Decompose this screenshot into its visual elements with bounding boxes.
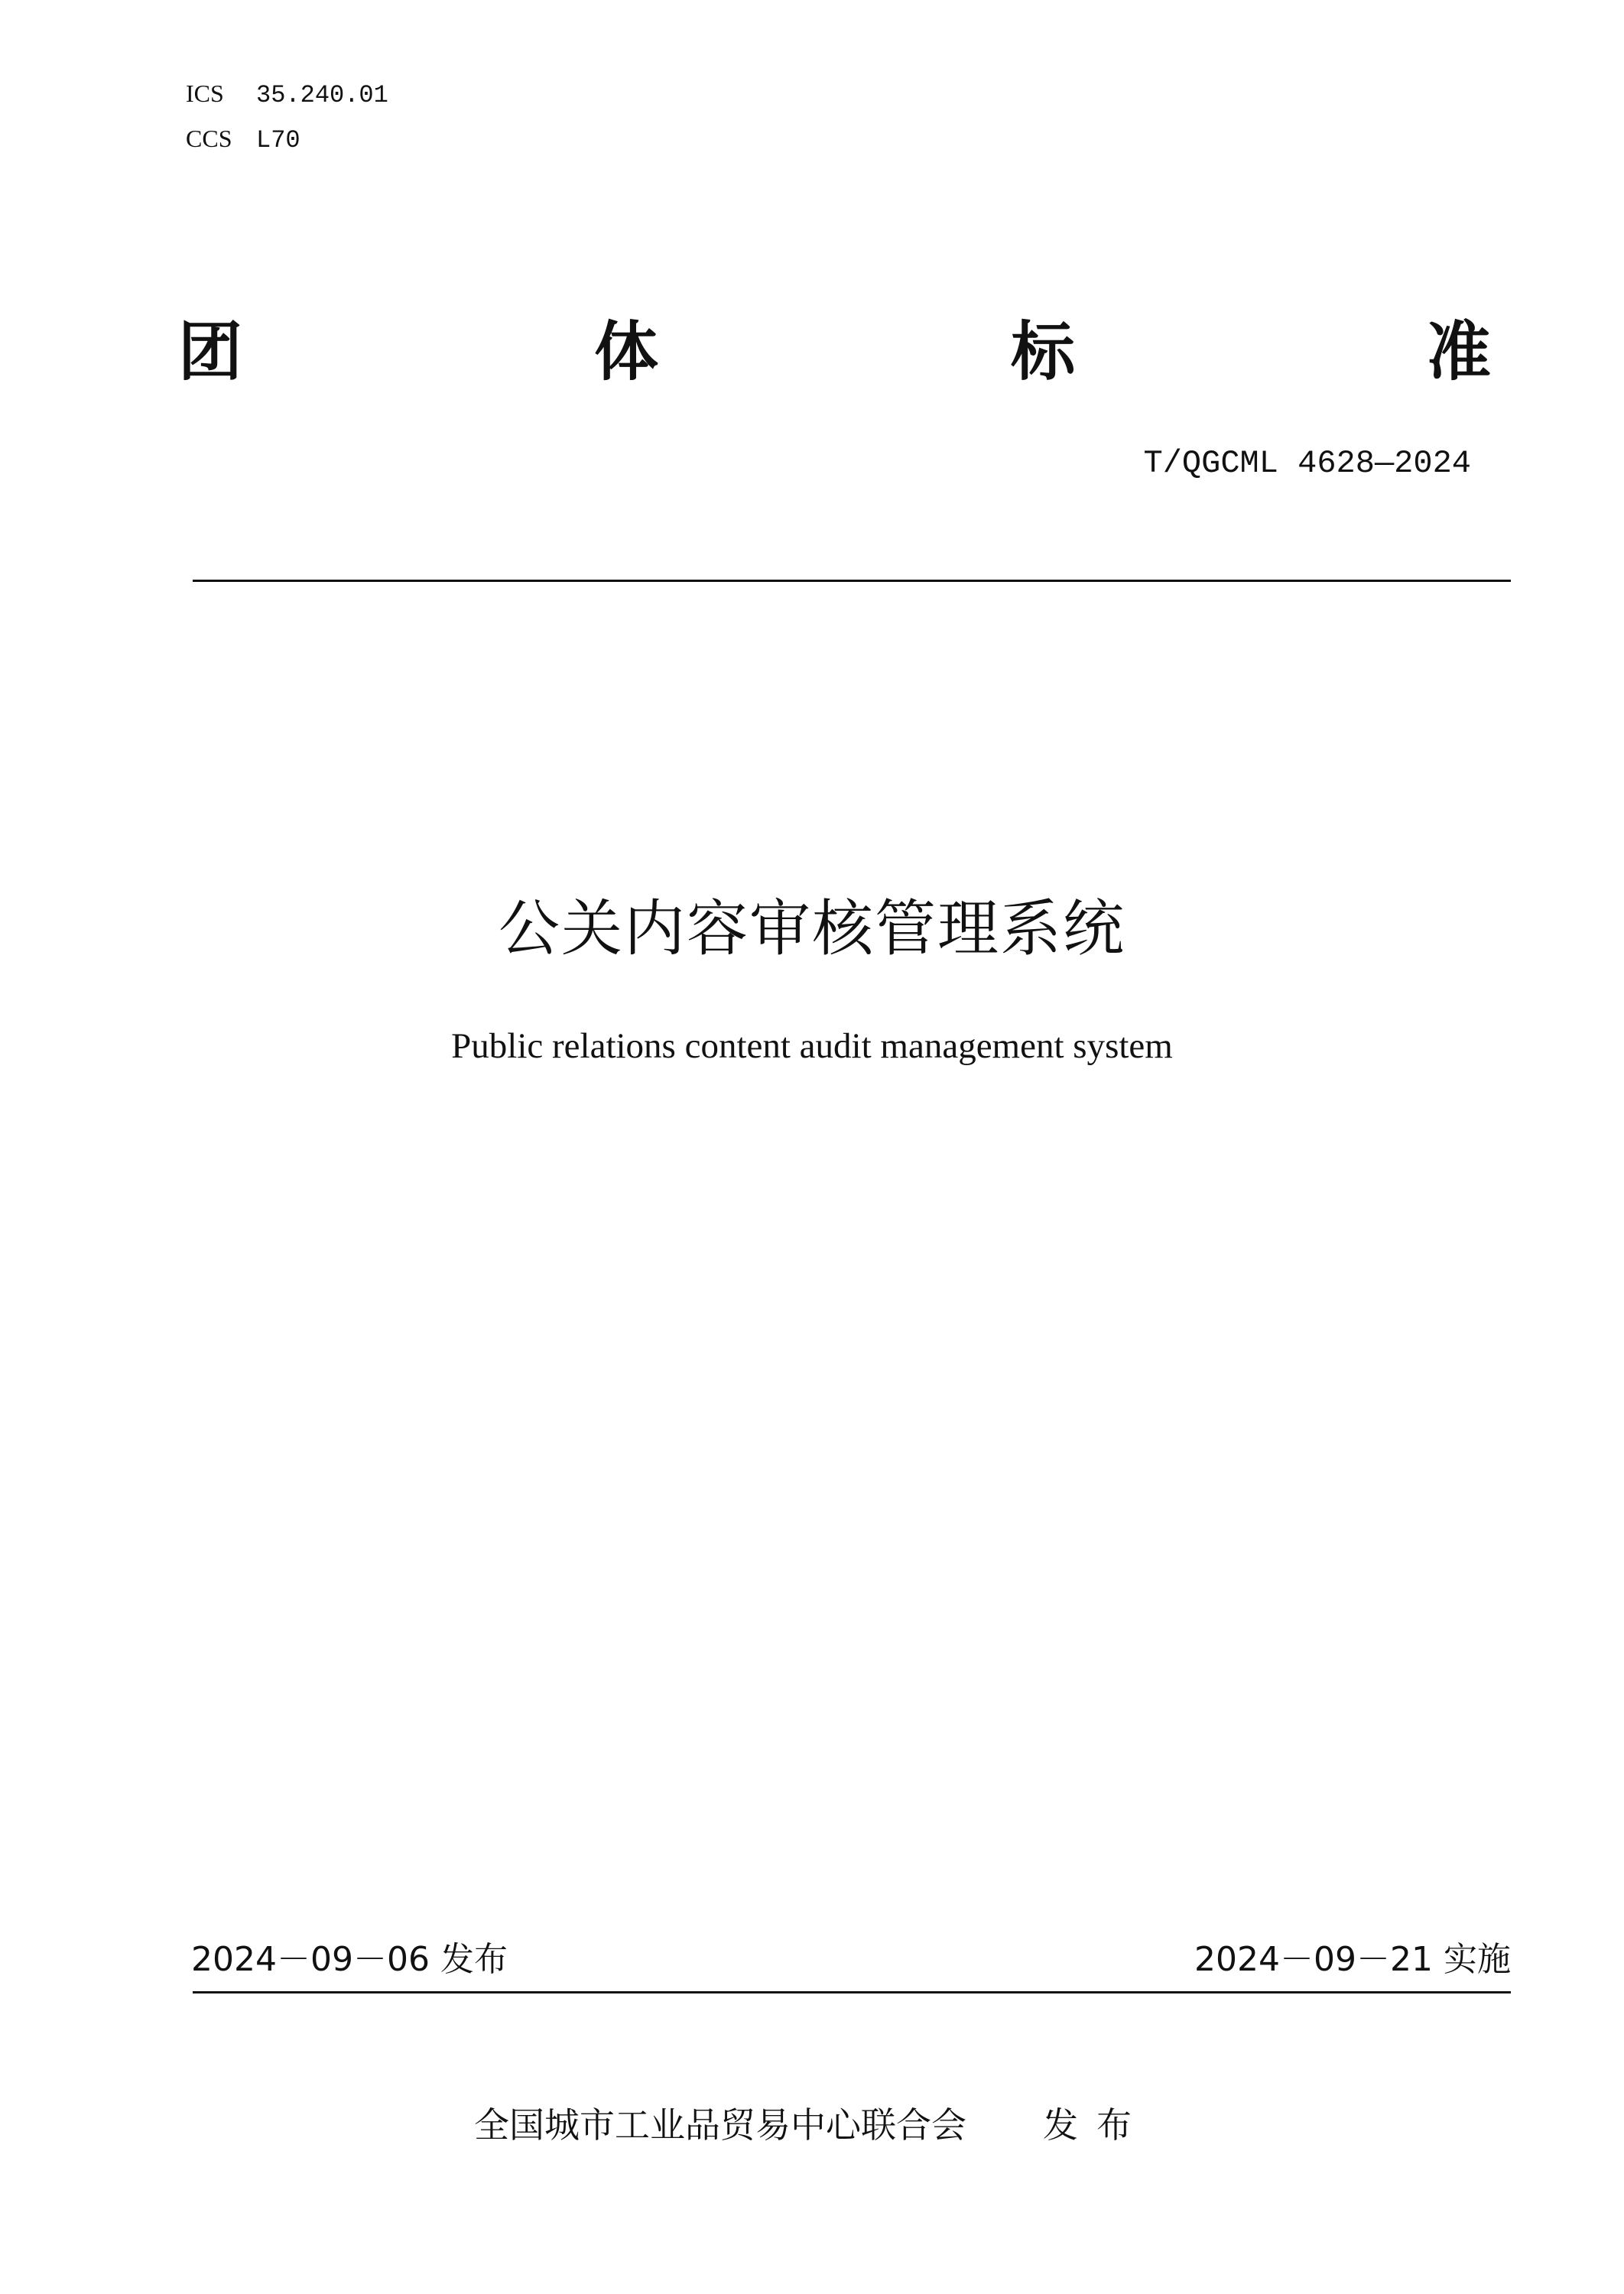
- ics-value: 35.240.01: [256, 81, 388, 109]
- top-divider: [193, 580, 1511, 582]
- publisher-name: 全国城市工业品贸易中心联合会: [474, 2104, 966, 2146]
- publish-date: 2024－09－06 发布: [191, 1940, 508, 1979]
- ccs-value: L70: [256, 126, 300, 154]
- document-title: 公关内容审核管理系统: [499, 893, 1125, 964]
- publisher-line: [0, 2103, 1624, 2147]
- standard-type-char: 体: [594, 314, 659, 389]
- ics-classification: [186, 78, 388, 111]
- standard-type-char: 准: [1427, 314, 1492, 389]
- publisher-action: 发布: [1043, 2104, 1150, 2146]
- ics-label: ICS: [186, 80, 224, 107]
- bottom-divider: [193, 1991, 1511, 1993]
- document-title-english: Public relations content audit management system: [451, 1026, 1173, 1066]
- ccs-classification: [186, 123, 300, 156]
- ccs-label: CCS: [186, 125, 232, 152]
- standard-type-char: 团: [178, 314, 243, 389]
- standard-type-char: 标: [1011, 314, 1076, 389]
- effective-date: 2024－09－21 实施: [1194, 1940, 1511, 1979]
- standard-code: T/QGCML 4628—2024: [1143, 445, 1471, 482]
